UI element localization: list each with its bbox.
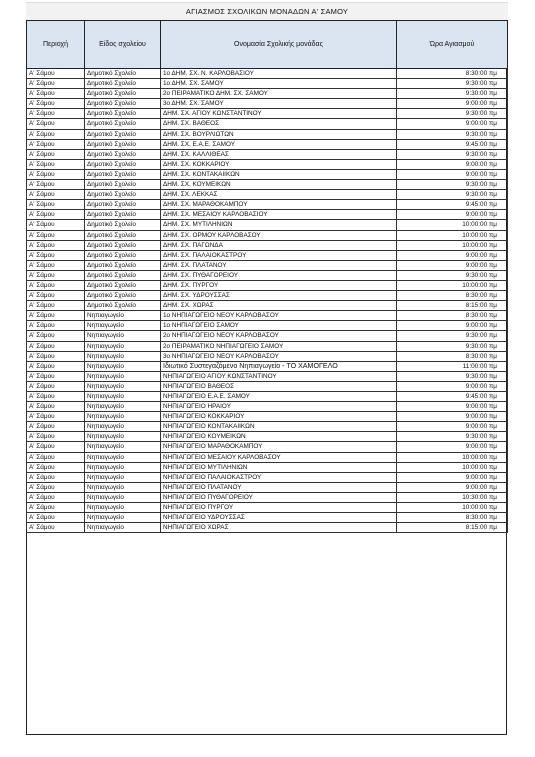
cell-time: 9:00:00 πμ bbox=[397, 119, 508, 129]
cell-type: Δημοτικό Σχολείο bbox=[85, 89, 161, 99]
table-row bbox=[27, 270, 508, 280]
cell-type: Δημοτικό Σχολείο bbox=[85, 109, 161, 119]
cell-type: Δημοτικό Σχολείο bbox=[85, 129, 161, 139]
table-row bbox=[27, 492, 508, 502]
cell-time: 8:30:00 πμ bbox=[397, 291, 508, 301]
cell-type: Δημοτικό Σχολείο bbox=[85, 79, 161, 89]
cell-region: Α' Σάμου bbox=[27, 503, 85, 513]
cell-type: Νηπιαγωγείο bbox=[85, 341, 161, 351]
cell-region: Α' Σάμου bbox=[27, 129, 85, 139]
cell-type: Δημοτικό Σχολείο bbox=[85, 149, 161, 159]
cell-region: Α' Σάμου bbox=[27, 472, 85, 482]
cell-region: Α' Σάμου bbox=[27, 69, 85, 79]
cell-region: Α' Σάμου bbox=[27, 402, 85, 412]
cell-name: ΔΗΜ. ΣΧ. ΧΩΡΑΣ bbox=[161, 301, 397, 311]
table-row bbox=[27, 291, 508, 301]
cell-type: Νηπιαγωγείο bbox=[85, 442, 161, 452]
cell-time: 9:30:00 πμ bbox=[397, 432, 508, 442]
cell-time: 9:30:00 πμ bbox=[397, 331, 508, 341]
cell-time: 9:30:00 πμ bbox=[397, 89, 508, 99]
cell-type: Δημοτικό Σχολείο bbox=[85, 260, 161, 270]
table-row bbox=[27, 69, 508, 79]
cell-time: 9:00:00 πμ bbox=[397, 250, 508, 260]
cell-name: ΝΗΠΙΑΓΩΓΕΙΟ ΜΑΡΑΘΟΚΑΜΠΟΥ bbox=[161, 442, 397, 452]
cell-name: ΝΗΠΙΑΓΩΓΕΙΟ ΠΛΑΤΑΝΟΥ bbox=[161, 482, 397, 492]
cell-region: Α' Σάμου bbox=[27, 311, 85, 321]
cell-type: Νηπιαγωγείο bbox=[85, 452, 161, 462]
table-row bbox=[27, 503, 508, 513]
cell-time: 8:15:00 πμ bbox=[397, 301, 508, 311]
table-row bbox=[27, 159, 508, 169]
cell-name: ΔΗΜ. ΣΧ. ΜΕΣΑΙΟΥ ΚΑΡΛΟΒΑΣΙΟΥ bbox=[161, 210, 397, 220]
cell-time: 9:30:00 πμ bbox=[397, 341, 508, 351]
cell-name: 1ο ΔΗΜ. ΣΧ. Ν. ΚΑΡΛΟΒΑΣΙΟΥ bbox=[161, 69, 397, 79]
cell-type: Δημοτικό Σχολείο bbox=[85, 159, 161, 169]
cell-type: Δημοτικό Σχολείο bbox=[85, 280, 161, 290]
table-row bbox=[27, 371, 508, 381]
cell-region: Α' Σάμου bbox=[27, 412, 85, 422]
cell-name: ΔΗΜ. ΣΧ. ΜΑΡΑΘΟΚΑΜΠΟΥ bbox=[161, 200, 397, 210]
cell-type: Δημοτικό Σχολείο bbox=[85, 69, 161, 79]
cell-type: Δημοτικό Σχολείο bbox=[85, 119, 161, 129]
cell-time: 9:30:00 πμ bbox=[397, 109, 508, 119]
table-row bbox=[27, 139, 508, 149]
table-row bbox=[27, 230, 508, 240]
cell-region: Α' Σάμου bbox=[27, 462, 85, 472]
cell-type: Νηπιαγωγείο bbox=[85, 392, 161, 402]
cell-region: Α' Σάμου bbox=[27, 351, 85, 361]
cell-time: 9:00:00 πμ bbox=[397, 402, 508, 412]
table-row bbox=[27, 240, 508, 250]
table-row bbox=[27, 169, 508, 179]
table-row bbox=[27, 422, 508, 432]
cell-name: ΔΗΜ. ΣΧ. ΠΛΑΤΑΝΟΥ bbox=[161, 260, 397, 270]
header-school-type: Είδος σχολείου bbox=[85, 21, 161, 69]
header-time: Ώρα Αγιασμού bbox=[397, 21, 508, 69]
cell-name: ΔΗΜ. ΣΧ. ΠΑΛΑΙΟΚΑΣΤΡΟΥ bbox=[161, 250, 397, 260]
cell-type: Δημοτικό Σχολείο bbox=[85, 210, 161, 220]
cell-region: Α' Σάμου bbox=[27, 139, 85, 149]
cell-name: ΝΗΠΙΑΓΩΓΕΙΟ ΠΥΘΑΓΟΡΕΙΟΥ bbox=[161, 492, 397, 502]
cell-region: Α' Σάμου bbox=[27, 371, 85, 381]
table-row bbox=[27, 513, 508, 523]
cell-type: Νηπιαγωγείο bbox=[85, 311, 161, 321]
cell-name: 3ο ΔΗΜ. ΣΧ. ΣΑΜΟΥ bbox=[161, 99, 397, 109]
header-row bbox=[27, 21, 508, 69]
cell-type: Δημοτικό Σχολείο bbox=[85, 240, 161, 250]
cell-name: ΝΗΠΙΑΓΩΓΕΙΟ ΚΟΝΤΑΚΑΙΙΚΩΝ bbox=[161, 422, 397, 432]
cell-name: 1ο ΝΗΠΙΑΓΩΓΕΙΟ ΝΕΟΥ ΚΑΡΛΟΒΑΣΟΥ bbox=[161, 311, 397, 321]
cell-type: Νηπιαγωγείο bbox=[85, 402, 161, 412]
table-row bbox=[27, 331, 508, 341]
cell-time: 10:00:00 πμ bbox=[397, 240, 508, 250]
cell-region: Α' Σάμου bbox=[27, 109, 85, 119]
cell-name: ΝΗΠΙΑΓΩΓΕΙΟ ΚΟΚΚΑΡΙΟΥ bbox=[161, 412, 397, 422]
cell-region: Α' Σάμου bbox=[27, 79, 85, 89]
cell-name: ΝΗΠΙΑΓΩΓΕΙΟ Ε.Α.Ε. ΣΑΜΟΥ bbox=[161, 392, 397, 402]
cell-type: Δημοτικό Σχολείο bbox=[85, 291, 161, 301]
cell-time: 9:00:00 πμ bbox=[397, 260, 508, 270]
cell-name: ΔΗΜ. ΣΧ. ΒΑΘΕΟΣ bbox=[161, 119, 397, 129]
table-row bbox=[27, 472, 508, 482]
cell-region: Α' Σάμου bbox=[27, 482, 85, 492]
table-row bbox=[27, 523, 508, 533]
cell-name: ΔΗΜ. ΣΧ. ΜΥΤΙΛΗΝΙΩΝ bbox=[161, 220, 397, 230]
cell-region: Α' Σάμου bbox=[27, 301, 85, 311]
cell-time: 11:00:00 πμ bbox=[397, 361, 508, 371]
table-row bbox=[27, 109, 508, 119]
cell-time: 8:30:00 πμ bbox=[397, 351, 508, 361]
cell-type: Νηπιαγωγείο bbox=[85, 331, 161, 341]
cell-name: ΝΗΠΙΑΓΩΓΕΙΟ ΠΥΡΓΟΥ bbox=[161, 503, 397, 513]
table-row bbox=[27, 351, 508, 361]
cell-time: 8:30:00 πμ bbox=[397, 311, 508, 321]
cell-name: 1ο ΔΗΜ. ΣΧ. ΣΑΜΟΥ bbox=[161, 79, 397, 89]
cell-type: Δημοτικό Σχολείο bbox=[85, 139, 161, 149]
cell-type: Νηπιαγωγείο bbox=[85, 361, 161, 371]
cell-time: 9:45:00 πμ bbox=[397, 139, 508, 149]
cell-name: ΔΗΜ. ΣΧ. ΚΟΚΚΑΡΙΟΥ bbox=[161, 159, 397, 169]
cell-time: 9:00:00 πμ bbox=[397, 442, 508, 452]
cell-type: Νηπιαγωγείο bbox=[85, 492, 161, 502]
table-row bbox=[27, 220, 508, 230]
cell-name: ΔΗΜ. ΣΧ. ΑΓΙΟΥ ΚΩΝΣΤΑΝΤΙΝΟΥ bbox=[161, 109, 397, 119]
cell-name: ΝΗΠΙΑΓΩΓΕΙΟ ΒΑΘΕΟΣ bbox=[161, 381, 397, 391]
cell-region: Α' Σάμου bbox=[27, 250, 85, 260]
cell-type: Δημοτικό Σχολείο bbox=[85, 169, 161, 179]
cell-type: Νηπιαγωγείο bbox=[85, 482, 161, 492]
cell-region: Α' Σάμου bbox=[27, 492, 85, 502]
cell-time: 9:00:00 πμ bbox=[397, 159, 508, 169]
cell-type: Δημοτικό Σχολείο bbox=[85, 230, 161, 240]
cell-region: Α' Σάμου bbox=[27, 240, 85, 250]
cell-type: Δημοτικό Σχολείο bbox=[85, 99, 161, 109]
cell-time: 9:30:00 πμ bbox=[397, 129, 508, 139]
cell-type: Δημοτικό Σχολείο bbox=[85, 220, 161, 230]
cell-name: ΔΗΜ. ΣΧ. ΥΔΡΟΥΣΣΑΣ bbox=[161, 291, 397, 301]
table-row bbox=[27, 452, 508, 462]
table-row bbox=[27, 99, 508, 109]
cell-name: ΔΗΜ. ΣΧ. ΠΥΘΑΓΟΡΕΙΟΥ bbox=[161, 270, 397, 280]
cell-region: Α' Σάμου bbox=[27, 381, 85, 391]
table-row bbox=[27, 301, 508, 311]
cell-region: Α' Σάμου bbox=[27, 230, 85, 240]
cell-region: Α' Σάμου bbox=[27, 291, 85, 301]
cell-region: Α' Σάμου bbox=[27, 159, 85, 169]
cell-time: 9:30:00 πμ bbox=[397, 149, 508, 159]
cell-type: Δημοτικό Σχολείο bbox=[85, 301, 161, 311]
cell-name: ΝΗΠΙΑΓΩΓΕΙΟ ΥΔΡΟΥΣΣΑΣ bbox=[161, 513, 397, 523]
cell-region: Α' Σάμου bbox=[27, 210, 85, 220]
cell-name: ΝΗΠΙΑΓΩΓΕΙΟ ΧΩΡΑΣ bbox=[161, 523, 397, 533]
cell-region: Α' Σάμου bbox=[27, 180, 85, 190]
header-region: Περιοχή bbox=[27, 21, 85, 69]
cell-time: 10:00:00 πμ bbox=[397, 462, 508, 472]
cell-region: Α' Σάμου bbox=[27, 341, 85, 351]
cell-name: ΝΗΠΙΑΓΩΓΕΙΟ ΚΟΥΜΕΙΚΩΝ bbox=[161, 432, 397, 442]
table-row bbox=[27, 482, 508, 492]
cell-region: Α' Σάμου bbox=[27, 523, 85, 533]
cell-time: 8:30:00 πμ bbox=[397, 69, 508, 79]
table-row bbox=[27, 280, 508, 290]
cell-type: Νηπιαγωγείο bbox=[85, 321, 161, 331]
cell-region: Α' Σάμου bbox=[27, 321, 85, 331]
cell-time: 9:45:00 πμ bbox=[397, 392, 508, 402]
cell-type: Δημοτικό Σχολείο bbox=[85, 190, 161, 200]
cell-type: Νηπιαγωγείο bbox=[85, 513, 161, 523]
cell-type: Δημοτικό Σχολείο bbox=[85, 250, 161, 260]
cell-time: 9:30:00 πμ bbox=[397, 270, 508, 280]
schedule-table bbox=[26, 20, 508, 533]
table-row bbox=[27, 260, 508, 270]
cell-region: Α' Σάμου bbox=[27, 99, 85, 109]
cell-name: ΔΗΜ. ΣΧ. ΠΑΓΩΝΔΑ bbox=[161, 240, 397, 250]
table-row bbox=[27, 402, 508, 412]
cell-name: ΝΗΠΙΑΓΩΓΕΙΟ ΑΓΙΟΥ ΚΩΝΣΤΑΝΤΙΝΟΥ bbox=[161, 371, 397, 381]
cell-name: ΝΗΠΙΑΓΩΓΕΙΟ ΠΑΛΑΙΟΚΑΣΤΡΟΥ bbox=[161, 472, 397, 482]
cell-type: Νηπιαγωγείο bbox=[85, 472, 161, 482]
cell-time: 9:00:00 πμ bbox=[397, 381, 508, 391]
cell-time: 9:00:00 πμ bbox=[397, 99, 508, 109]
cell-name: ΔΗΜ. ΣΧ. ΟΡΜΟΥ ΚΑΡΛΟΒΑΣΟΥ bbox=[161, 230, 397, 240]
cell-name: ΔΗΜ. ΣΧ. ΚΟΥΜΕΙΚΩΝ bbox=[161, 180, 397, 190]
cell-region: Α' Σάμου bbox=[27, 200, 85, 210]
cell-type: Δημοτικό Σχολείο bbox=[85, 270, 161, 280]
table-row bbox=[27, 412, 508, 422]
cell-time: 10:30:00 πμ bbox=[397, 492, 508, 502]
table-row bbox=[27, 180, 508, 190]
table-row bbox=[27, 250, 508, 260]
cell-time: 9:00:00 πμ bbox=[397, 422, 508, 432]
table-row bbox=[27, 129, 508, 139]
cell-time: 8:15:00 πμ bbox=[397, 523, 508, 533]
cell-name: ΔΗΜ. ΣΧ. ΠΥΡΓΟΥ bbox=[161, 280, 397, 290]
cell-type: Νηπιαγωγείο bbox=[85, 503, 161, 513]
cell-time: 9:00:00 πμ bbox=[397, 169, 508, 179]
cell-name: ΔΗΜ. ΣΧ. ΒΟΥΡΛΙΩΤΩΝ bbox=[161, 129, 397, 139]
cell-type: Νηπιαγωγείο bbox=[85, 422, 161, 432]
cell-name: 2ο ΠΕΙΡΑΜΑΤΙΚΟ ΔΗΜ. ΣΧ. ΣΑΜΟΥ bbox=[161, 89, 397, 99]
cell-name: ΝΗΠΙΑΓΩΓΕΙΟ ΜΕΣΑΙΟΥ ΚΑΡΛΟΒΑΣΟΥ bbox=[161, 452, 397, 462]
table-row bbox=[27, 200, 508, 210]
table-row bbox=[27, 321, 508, 331]
header-school-name: Ονομασία Σχολικής μονάδας bbox=[161, 21, 397, 69]
cell-region: Α' Σάμου bbox=[27, 331, 85, 341]
cell-region: Α' Σάμου bbox=[27, 169, 85, 179]
cell-region: Α' Σάμου bbox=[27, 119, 85, 129]
cell-region: Α' Σάμου bbox=[27, 149, 85, 159]
cell-name: ΔΗΜ. ΣΧ. ΚΟΝΤΑΚΑΙΙΚΩΝ bbox=[161, 169, 397, 179]
cell-name: 2ο ΝΗΠΙΑΓΩΓΕΙΟ ΝΕΟΥ ΚΑΡΛΟΒΑΣΟΥ bbox=[161, 331, 397, 341]
cell-region: Α' Σάμου bbox=[27, 392, 85, 402]
cell-type: Νηπιαγωγείο bbox=[85, 371, 161, 381]
table-body bbox=[27, 69, 508, 533]
cell-name: 1ο ΝΗΠΙΑΓΩΓΕΙΟ ΣΑΜΟΥ bbox=[161, 321, 397, 331]
table-row bbox=[27, 462, 508, 472]
cell-region: Α' Σάμου bbox=[27, 442, 85, 452]
cell-time: 10:00:00 πμ bbox=[397, 230, 508, 240]
cell-name: 2ο ΠΕΙΡΑΜΑΤΙΚΟ ΝΗΠΙΑΓΩΓΕΙΟ ΣΑΜΟΥ bbox=[161, 341, 397, 351]
cell-time: 8:30:00 πμ bbox=[397, 513, 508, 523]
cell-region: Α' Σάμου bbox=[27, 422, 85, 432]
cell-type: Δημοτικό Σχολείο bbox=[85, 180, 161, 190]
cell-time: 9:00:00 πμ bbox=[397, 472, 508, 482]
cell-name: ΔΗΜ. ΣΧ. ΚΑΛΛΙΘΕΑΣ bbox=[161, 149, 397, 159]
cell-type: Νηπιαγωγείο bbox=[85, 412, 161, 422]
document-title: ΑΓΙΑΣΜΟΣ ΣΧΟΛΙΚΩΝ ΜΟΝΑΔΩΝ Α' ΣΑΜΟΥ bbox=[26, 2, 508, 20]
cell-name: 3ο ΝΗΠΙΑΓΩΓΕΙΟ ΝΕΟΥ ΚΑΡΛΟΒΑΣΟΥ bbox=[161, 351, 397, 361]
cell-time: 9:30:00 πμ bbox=[397, 190, 508, 200]
cell-name: Ιδιωτικό Συστεγαζόμενο Νηπιαγωγείο - ΤΟ ΧΑΜΟΓΕΛΟ bbox=[161, 361, 397, 371]
table-row bbox=[27, 341, 508, 351]
cell-time: 9:00:00 πμ bbox=[397, 482, 508, 492]
cell-region: Α' Σάμου bbox=[27, 89, 85, 99]
cell-region: Α' Σάμου bbox=[27, 190, 85, 200]
cell-region: Α' Σάμου bbox=[27, 220, 85, 230]
cell-type: Νηπιαγωγείο bbox=[85, 523, 161, 533]
cell-region: Α' Σάμου bbox=[27, 452, 85, 462]
table-row bbox=[27, 432, 508, 442]
table-row bbox=[27, 149, 508, 159]
table-row bbox=[27, 79, 508, 89]
cell-time: 9:45:00 πμ bbox=[397, 200, 508, 210]
cell-type: Νηπιαγωγείο bbox=[85, 432, 161, 442]
table-row bbox=[27, 210, 508, 220]
table-row bbox=[27, 311, 508, 321]
table-row bbox=[27, 89, 508, 99]
table-row bbox=[27, 381, 508, 391]
table-row bbox=[27, 119, 508, 129]
cell-region: Α' Σάμου bbox=[27, 432, 85, 442]
cell-time: 10:00:00 πμ bbox=[397, 452, 508, 462]
cell-region: Α' Σάμου bbox=[27, 513, 85, 523]
table-row bbox=[27, 442, 508, 452]
cell-time: 9:30:00 πμ bbox=[397, 371, 508, 381]
cell-region: Α' Σάμου bbox=[27, 280, 85, 290]
cell-time: 10:00:00 πμ bbox=[397, 280, 508, 290]
cell-time: 9:00:00 πμ bbox=[397, 412, 508, 422]
cell-region: Α' Σάμου bbox=[27, 260, 85, 270]
cell-name: ΔΗΜ. ΣΧ. ΛΕΚΚΑΣ bbox=[161, 190, 397, 200]
cell-region: Α' Σάμου bbox=[27, 361, 85, 371]
cell-name: ΝΗΠΙΑΓΩΓΕΙΟ ΗΡΑΙΟΥ bbox=[161, 402, 397, 412]
cell-name: ΔΗΜ. ΣΧ. Ε.Α.Ε. ΣΑΜΟΥ bbox=[161, 139, 397, 149]
cell-type: Νηπιαγωγείο bbox=[85, 381, 161, 391]
table-row bbox=[27, 190, 508, 200]
cell-time: 9:30:00 πμ bbox=[397, 180, 508, 190]
cell-type: Νηπιαγωγείο bbox=[85, 462, 161, 472]
cell-type: Δημοτικό Σχολείο bbox=[85, 200, 161, 210]
cell-time: 9:00:00 πμ bbox=[397, 321, 508, 331]
table-row bbox=[27, 361, 508, 371]
table-row bbox=[27, 392, 508, 402]
cell-time: 9:30:00 πμ bbox=[397, 79, 508, 89]
cell-name: ΝΗΠΙΑΓΩΓΕΙΟ ΜΥΤΙΛΗΝΙΩΝ bbox=[161, 462, 397, 472]
cell-time: 10:00:00 πμ bbox=[397, 503, 508, 513]
cell-time: 9:00:00 πμ bbox=[397, 210, 508, 220]
cell-region: Α' Σάμου bbox=[27, 270, 85, 280]
cell-time: 10:00:00 πμ bbox=[397, 220, 508, 230]
cell-type: Νηπιαγωγείο bbox=[85, 351, 161, 361]
